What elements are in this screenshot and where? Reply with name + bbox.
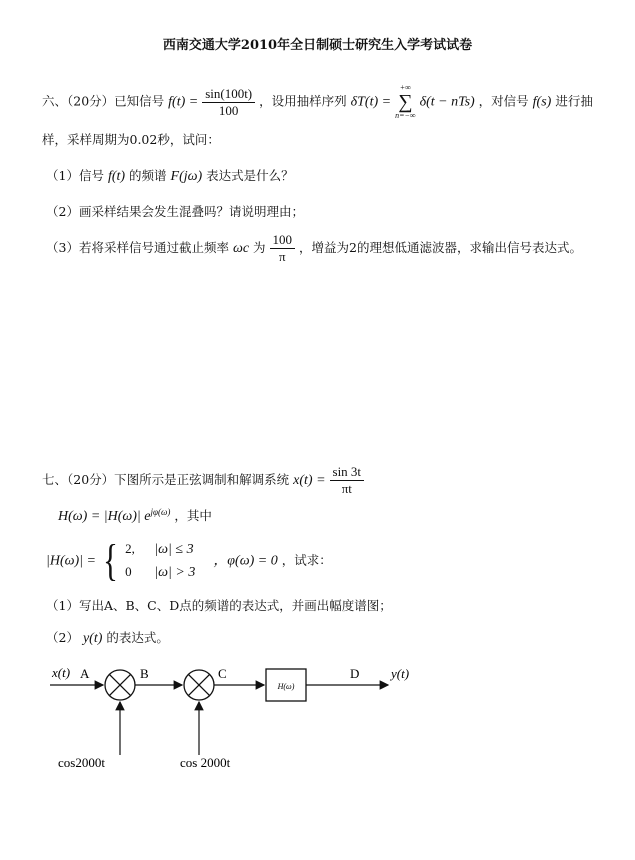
q7-case2-condition: |ω| > 3 — [154, 565, 196, 580]
exam-title: 西南交通大学2010年全日制硕士研究生入学考试试卷 — [162, 38, 473, 53]
q7-piecewise — [46, 538, 332, 584]
sum-lower-limit: n=−∞ — [395, 111, 416, 120]
q7-case2-value: 0 — [125, 564, 132, 579]
q6-summation — [395, 84, 416, 120]
q6-sub3-text-a: （3）若将采样信号通过截止频率 — [46, 240, 229, 255]
q6-sinc-fraction — [202, 86, 255, 119]
q7-case1-value: 2, — [125, 541, 135, 556]
q6-frac-denominator: 100 — [218, 102, 239, 118]
q7-H-expr: H(ω) = |H(ω)| e — [58, 509, 151, 524]
q6-sub3-denominator: π — [279, 249, 286, 264]
left-brace: { — [103, 536, 118, 585]
q7-phi-tail: ，试求： — [281, 552, 332, 568]
q7-sub2-text-b: 的表达式。 — [106, 630, 169, 645]
q6-sub1-f: f(t) — [107, 169, 126, 184]
q7-case2 — [125, 561, 195, 584]
q6-sub3-fraction — [270, 232, 296, 265]
point-C-label: C — [218, 666, 227, 681]
q6-label: 六、（20分）已知信号 — [42, 93, 165, 109]
q7-case1-condition: |ω| ≤ 3 — [154, 542, 194, 557]
multiplier-2 — [184, 670, 214, 700]
q6-sub3-numerator: 100 — [270, 232, 296, 249]
q6-sub1-text-c: 表达式是什么？ — [206, 168, 294, 183]
sum-upper-limit: +∞ — [399, 83, 411, 92]
q6-delta-T: δT(t) = — [350, 94, 392, 110]
q7-sub2-text-a: （2） — [46, 630, 79, 645]
q6-sub2: （2）画采样结果会发生混叠吗？请说明理由； — [46, 204, 304, 219]
q6-f-of-t: f(t) = — [168, 94, 199, 110]
q7-phi: ，φ(ω) = 0 — [213, 553, 278, 569]
sigma-symbol: ∑ — [398, 91, 413, 113]
q7-x-of-t: x(t) = — [293, 473, 326, 488]
q6-f-of-s: f(s) — [532, 94, 552, 110]
q6-text-d: 进行抽 — [555, 93, 593, 109]
q7-x-numerator: sin 3t — [330, 464, 365, 481]
point-D-label: D — [350, 666, 360, 681]
q6-sub1-text-a: （1）信号 — [46, 168, 104, 183]
q7-sub2 — [46, 628, 169, 647]
q7-sub2-y: y(t) — [82, 631, 103, 646]
q7-x-denominator: πt — [341, 481, 352, 496]
q6-sub3-text-b: 为 — [253, 240, 266, 255]
input-label: x(t) — [52, 665, 71, 680]
q6-sum-term: δ(t − nTs) — [419, 94, 475, 110]
q7-H-tail: ，其中 — [174, 508, 212, 523]
multiplier-1 — [105, 670, 135, 700]
q6-frac-numerator: sin(100t) — [202, 86, 255, 103]
q6-sub3-text-c: ，增益为2的理想低通滤波器，求输出信号表达式。 — [299, 240, 582, 255]
q6-sub1 — [46, 166, 294, 185]
q7-cases — [125, 538, 195, 584]
q7-sub1: （1）写出A、B、C、D点的频谱的表达式，并画出幅度谱图； — [46, 598, 392, 613]
filter-label: H(ω) — [277, 682, 295, 691]
q7-H-exponent: jφ(ω) — [150, 506, 171, 517]
q7-case1 — [125, 538, 195, 561]
output-label: y(t) — [391, 666, 410, 681]
modulation-block-diagram — [0, 655, 635, 785]
q6-sub1-F: F(jω) — [170, 169, 203, 184]
q6-sub3 — [46, 232, 582, 265]
q6-line2: 样，采样周期为0.02秒，试问： — [42, 132, 220, 147]
q6-sub1-text-b: 的频谱 — [129, 168, 167, 183]
q7-label: 七、（20分）下图所示是正弦调制和解调系统 — [42, 472, 290, 487]
q7-x-fraction — [330, 464, 365, 497]
carrier2-label: cos 2000t — [180, 755, 231, 770]
q7-H-line — [58, 506, 212, 525]
q6-text-c: ，对信号 — [478, 93, 529, 109]
q7-line1 — [42, 464, 364, 497]
carrier1-label: cos2000t — [58, 755, 105, 770]
q6-line1 — [42, 84, 593, 120]
q6-sub3-wc: ωc — [232, 241, 250, 256]
point-A-label: A — [80, 666, 90, 681]
q6-text-b: ，设用抽样序列 — [259, 93, 347, 109]
point-B-label: B — [140, 666, 149, 681]
q7-abs-H: |H(ω)| = — [46, 553, 96, 569]
